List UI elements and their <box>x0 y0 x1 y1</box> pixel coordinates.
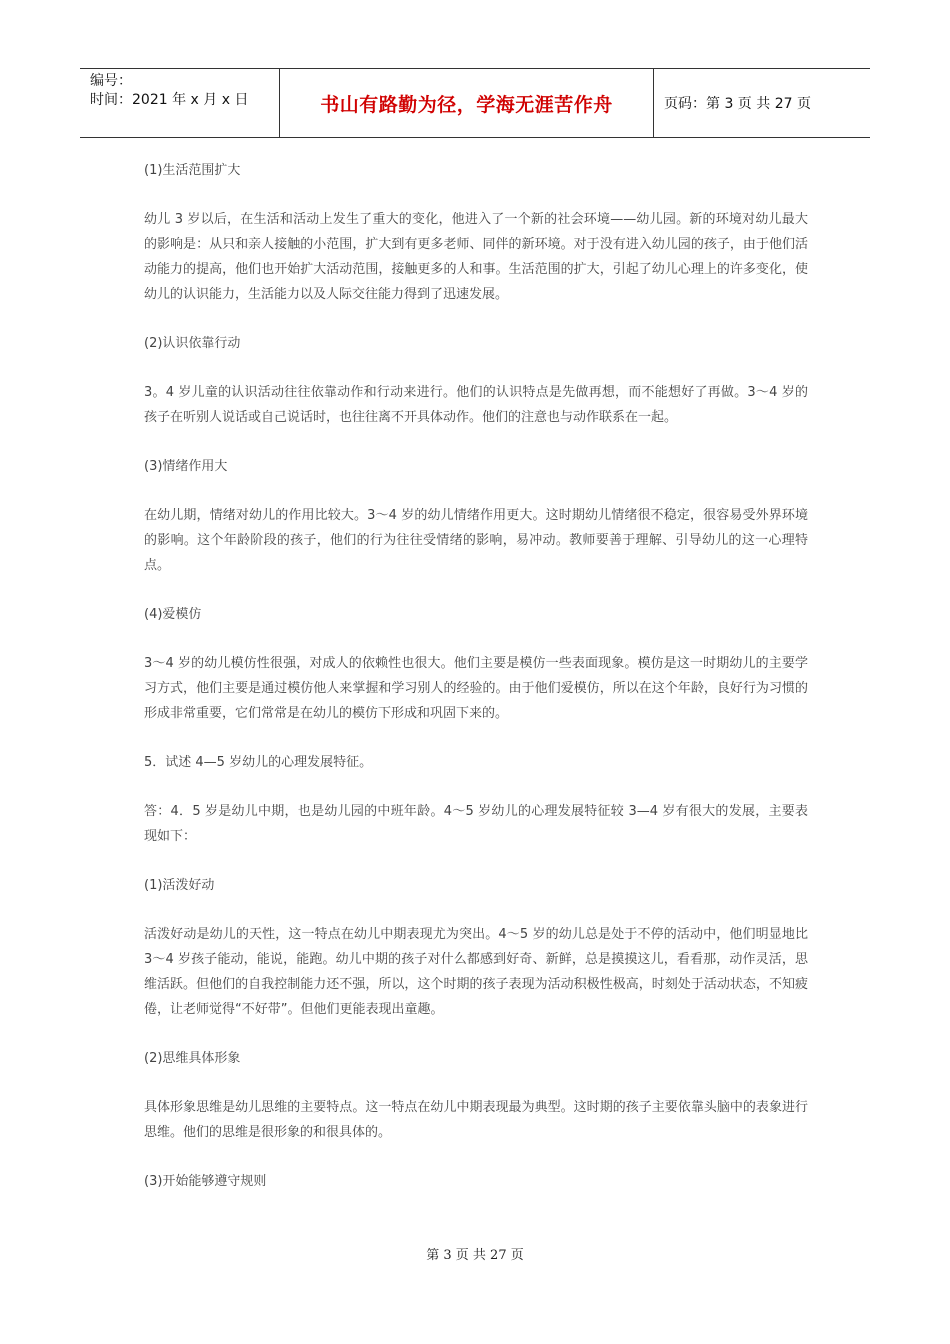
header-motto: 书山有路勤为径，学海无涯苦作舟 <box>280 69 654 137</box>
document-body <box>144 158 808 1218</box>
document-date-label: 时间：2021 年 x 月 x 日 <box>90 92 249 108</box>
header-page-info: 页码：第 3 页 共 27 页 <box>664 96 811 112</box>
section-heading: (1)生活范围扩大 <box>144 163 241 178</box>
body-paragraph: 具体形象思维是幼儿思维的主要特点。这一特点在幼儿中期表现最为典型。这时期的孩子主要依靠头脑中的表象进行思维。他们的思维是很形象的和很具体的。 <box>144 1100 808 1140</box>
body-paragraph: 幼儿 3 岁以后，在生活和活动上发生了重大的变化，他进入了一个新的社会环境——幼儿园。新的环境对幼儿最大的影响是：从只和亲人接触的小范围，扩大到有更多老师、同伴的新环境。对于没有进入幼儿园的孩子，由于他们活动能力的提高，他们也开始扩大活动范围，接触更多的人和事。生活范围的扩大，引起了幼儿心理上的许多变化，使幼儿的认识能力，生活能力以及人际交往能力得到了迅速发展。 <box>144 212 808 302</box>
body-paragraph: 3～4 岁的幼儿模仿性很强，对成人的依赖性也很大。他们主要是模仿一些表面现象。模仿是这一时期幼儿的主要学习方式，他们主要是通过模仿他人来掌握和学习别人的经验的。由于他们爱模仿，所以在这个年龄，良好行为习惯的形成非常重要，它们常常是在幼儿的模仿下形成和巩固下来的。 <box>144 656 808 721</box>
section-heading: (4)爱模仿 <box>144 607 202 622</box>
header-meta-cell <box>80 69 280 137</box>
section-heading: (3)情绪作用大 <box>144 459 228 474</box>
document-header <box>80 68 870 138</box>
answer-paragraph: 答：4．5 岁是幼儿中期，也是幼儿园的中班年龄。4～5 岁幼儿的心理发展特征较 3—4 岁有很大的发展，主要表现如下： <box>144 804 808 844</box>
section-heading: (2)认识依靠行动 <box>144 336 241 351</box>
document-number-label: 编号： <box>90 73 132 89</box>
body-paragraph: 活泼好动是幼儿的天性，这一特点在幼儿中期表现尤为突出。4～5 岁的幼儿总是处于不停的活动中，他们明显地比 3～4 岁孩子能动，能说，能跑。幼儿中期的孩子对什么都感到好奇、新鲜，总是摸摸这儿，看看那，动作灵活，思维活跃。但他们的自我控制能力还不强，所以，这个时期的孩子表现为活动积极性极高，时刻处于活动状态，不知疲倦，让老师觉得“不好带”。但他们更能表现出童趣。 <box>144 927 808 1017</box>
question-heading: 5．试述 4—5 岁幼儿的心理发展特征。 <box>144 755 373 770</box>
section-heading: (2)思维具体形象 <box>144 1051 241 1066</box>
page-footer: 第 3 页 共 27 页 <box>426 1248 524 1263</box>
body-paragraph: 3。4 岁儿童的认识活动往往依靠动作和行动来进行。他们的认识特点是先做再想，而不能想好了再做。3～4 岁的孩子在听别人说话或自己说话时，也往往离不开具体动作。他们的注意也与动作联系在一起。 <box>144 385 808 425</box>
section-heading: (1)活泼好动 <box>144 878 215 893</box>
section-heading: (3)开始能够遵守规则 <box>144 1174 267 1189</box>
body-paragraph: 在幼儿期，情绪对幼儿的作用比较大。3～4 岁的幼儿情绪作用更大。这时期幼儿情绪很不稳定，很容易受外界环境的影响。这个年龄阶段的孩子，他们的行为往往受情绪的影响，易冲动。教师要善于理解、引导幼儿的这一心理特点。 <box>144 508 808 573</box>
